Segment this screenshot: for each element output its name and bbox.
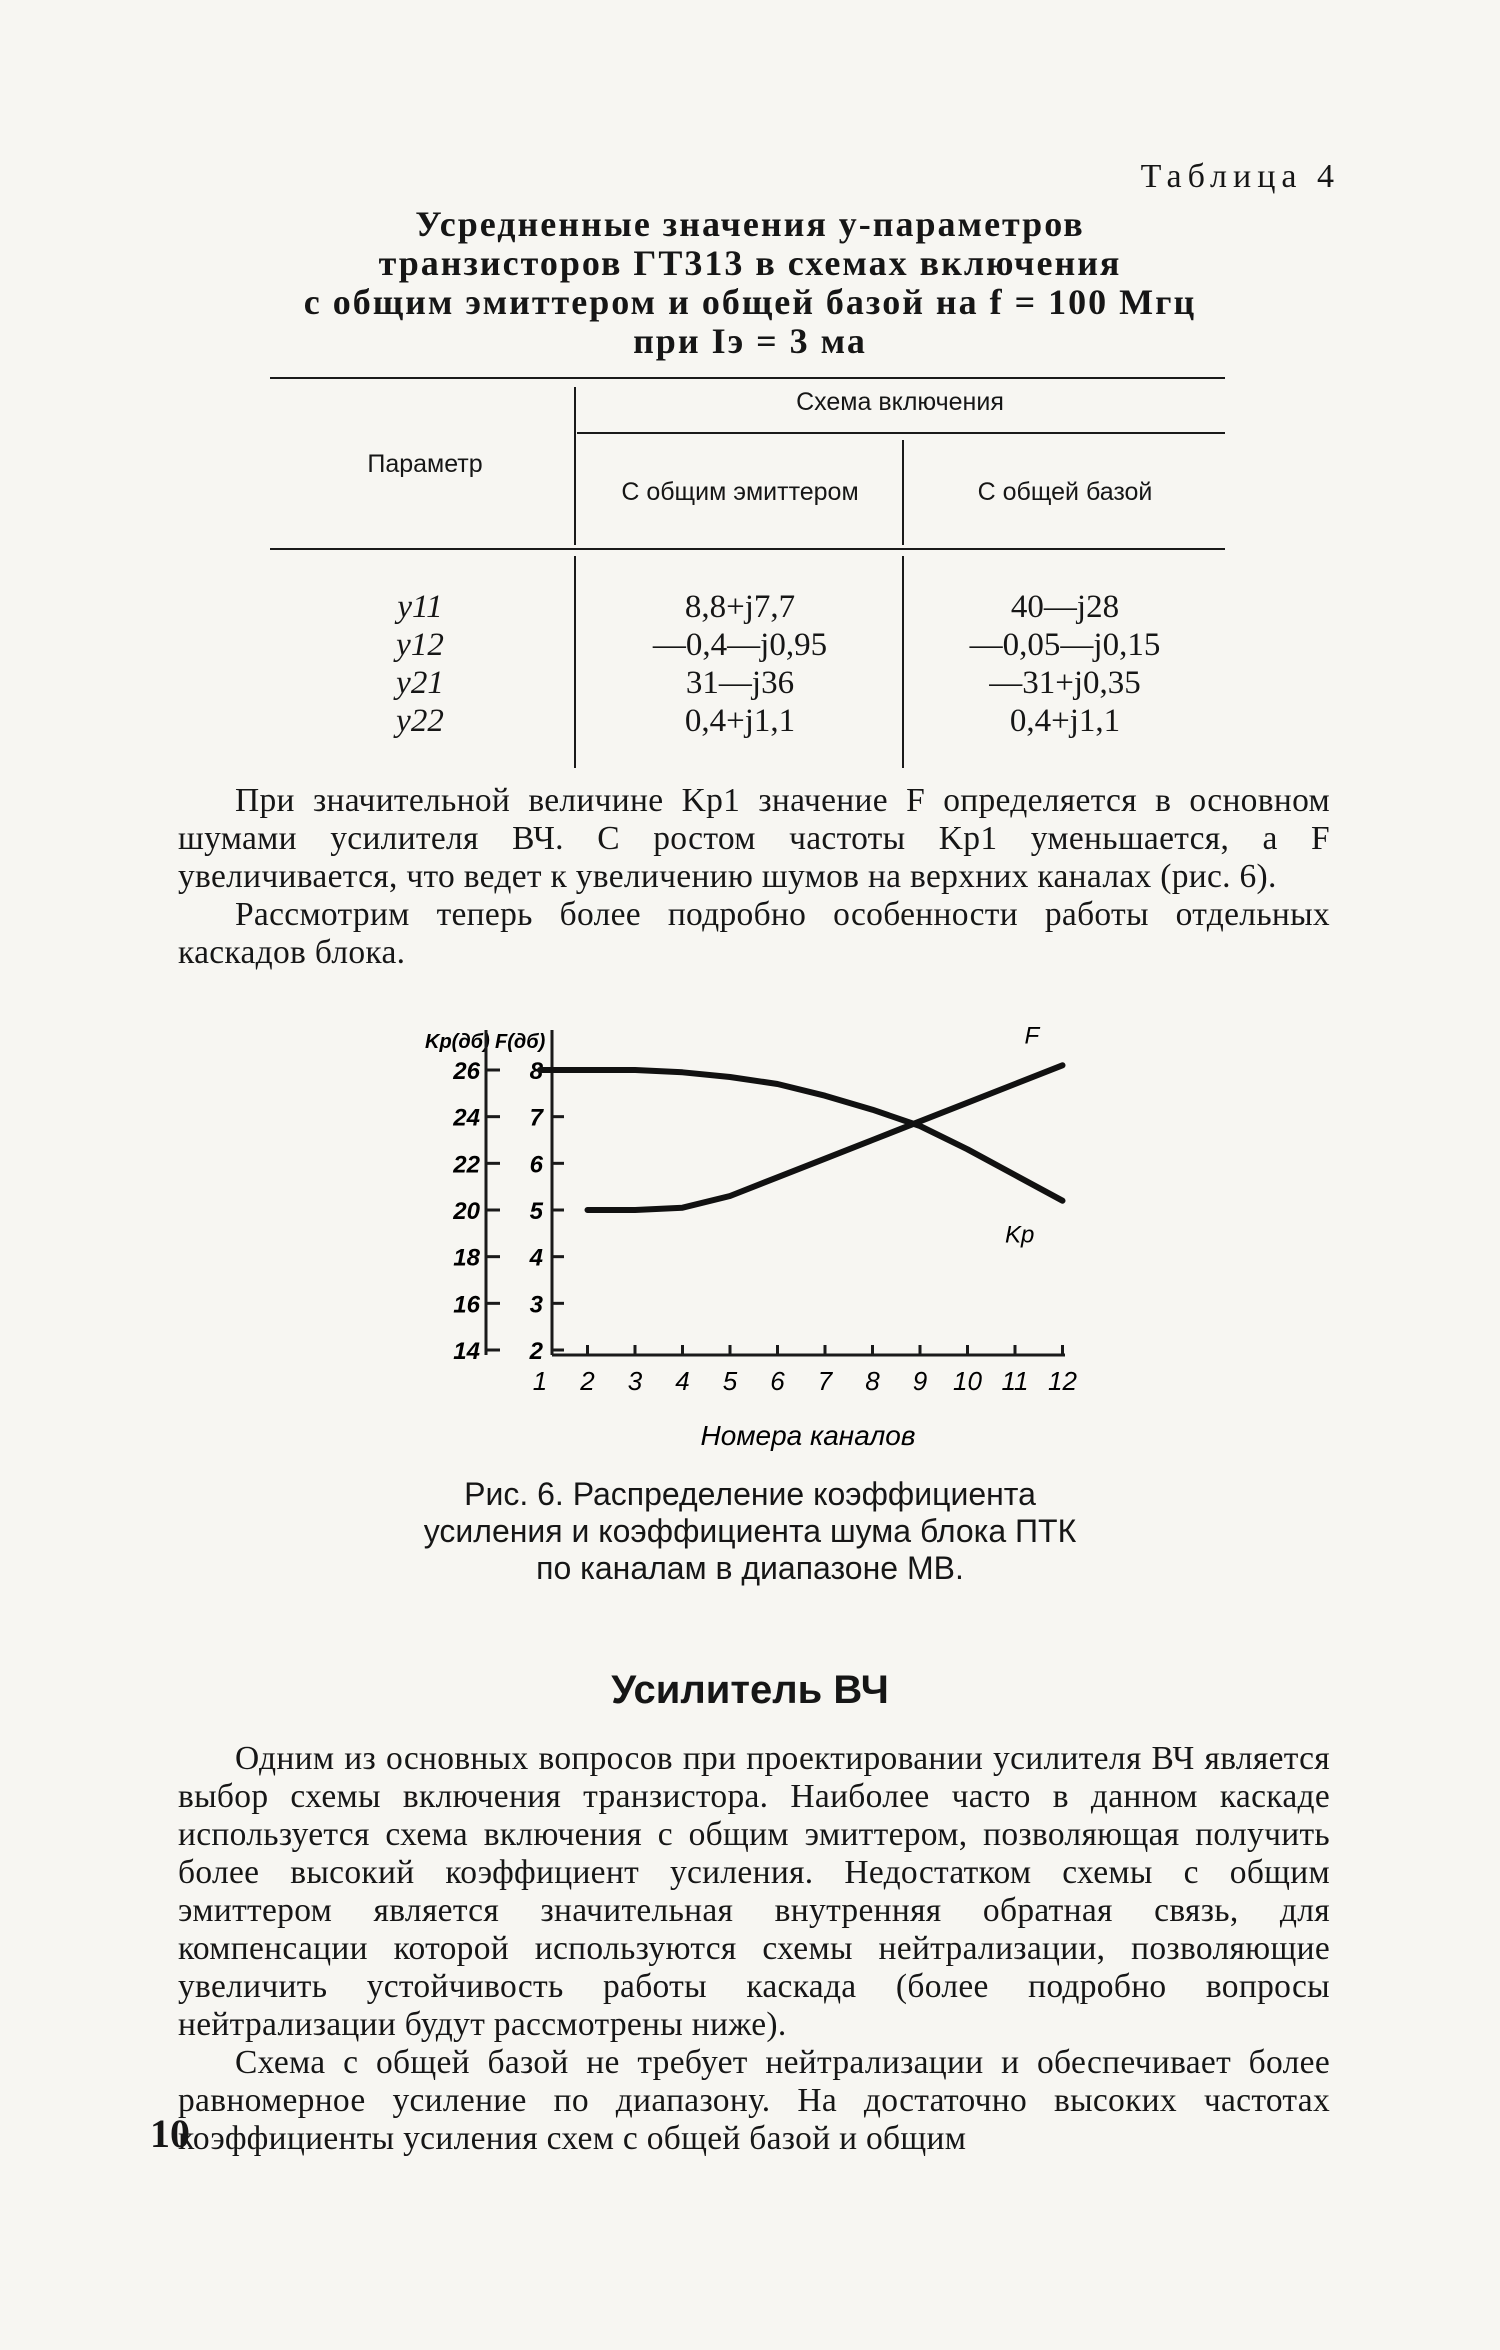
series-label-f: F (1024, 1022, 1040, 1050)
x-axis-tick-label: 11 (1001, 1366, 1029, 1396)
left-axis-tick-label: 14 (453, 1338, 480, 1365)
table-vline (574, 387, 576, 545)
table-vline (574, 556, 576, 768)
left-axis-label: Kр(дб) (425, 1031, 490, 1053)
x-axis-tick-label: 3 (627, 1366, 643, 1396)
table-cell: 8,8+j7,7 (684, 589, 796, 625)
left-axis-tick-label: 16 (453, 1291, 480, 1319)
param-column (350, 588, 490, 740)
paragraph: Схема с общей базой не требует нейтрализации и обеспечивает более равномерное усиление по диапазону. На достаточно высоких частотах коэффициенты усиления схем с общей базой и общим (178, 2044, 1330, 2157)
header-col2: С общей базой (977, 478, 1153, 506)
x-axis-tick-label: 7 (817, 1366, 833, 1396)
right-axis-tick-label: 8 (529, 1058, 543, 1085)
left-axis-tick-label: 18 (453, 1244, 480, 1272)
left-axis-tick-label: 20 (453, 1198, 480, 1225)
table-number: Таблица 4 (1140, 158, 1340, 195)
right-axis-tick-label: 4 (529, 1244, 543, 1272)
paragraph: Рассмотрим теперь более подробно особенности работы отдельных каскадов блока. (178, 896, 1330, 971)
body-text-bottom (178, 1740, 1330, 2158)
table-cell: 31—j36 (685, 665, 795, 701)
table-title-line: при Iэ = 3 ма (633, 321, 867, 361)
header-group: Схема включения (796, 388, 1004, 416)
table-cell: y11 (397, 589, 443, 625)
section-heading: Усилитель ВЧ (611, 1668, 889, 1712)
x-axis-tick-label: 5 (722, 1366, 738, 1396)
left-axis-tick-label: 22 (453, 1151, 480, 1179)
x-axis-tick-label: 4 (675, 1366, 690, 1396)
right-axis-tick-label: 2 (529, 1338, 543, 1365)
table-cell: 0,4+j1,1 (684, 703, 796, 739)
right-axis-tick-label: 5 (529, 1198, 543, 1225)
x-axis-tick-label: 10 (953, 1366, 982, 1396)
left-axis-tick-label: 24 (453, 1104, 480, 1132)
table-top-rule (270, 377, 1225, 379)
x-axis-tick-label: 1 (532, 1366, 548, 1396)
table-cell: y12 (396, 627, 444, 663)
table-title-line: с общим эмиттером и общей базой на f = 100 Мгц (303, 282, 1197, 322)
col2-values (906, 588, 1224, 740)
header-param: Параметр (367, 450, 483, 478)
x-axis-tick-label: 8 (865, 1366, 880, 1396)
right-axis-tick-label: 3 (529, 1291, 543, 1319)
table-title-line: Усредненные значения y-параметров (415, 204, 1085, 244)
paragraph: Одним из основных вопросов при проектировании усилителя ВЧ является выбор схемы включения транзистора. Наиболее часто в данном каскаде используется схема включения с общим эмиттером, позволяющая получить более высокий коэффициент усиления. Недостатком схемы с общим эмиттером является значительная внутренняя обратная связь, для компенсации которой используются схемы нейтрализации, позволяющие увеличить устойчивость работы каскада (более подробно вопросы нейтрализации будут рассмотрены ниже). (178, 1740, 1330, 2043)
table-title-line: транзисторов ГТ313 в схемах включения (378, 243, 1122, 283)
x-axis-tick-label: 2 (580, 1366, 595, 1396)
table-header-rule (270, 548, 1225, 550)
right-axis-tick-label: 7 (529, 1104, 543, 1132)
table-vline (902, 556, 904, 768)
table-group-rule (577, 432, 1225, 434)
table-cell: y22 (396, 703, 444, 739)
series-line-kp (540, 1070, 1063, 1201)
series-label-kp: Kр (1005, 1221, 1035, 1249)
paragraph: При значительной величине Kр1 значение F определяется в основном шумами усилителя ВЧ. С ростом частоты Kр1 уменьшается, а F увеличивается, что ведет к увеличению шумов на верхних каналах (рис. 6). (178, 782, 1330, 895)
right-axis-tick-label: 6 (529, 1151, 543, 1179)
table-cell: 0,4+j1,1 (1009, 703, 1121, 739)
left-axis-tick-label: 26 (453, 1058, 480, 1085)
x-axis-tick-label: 6 (770, 1366, 785, 1396)
x-axis-label: Номера каналов (700, 1420, 916, 1451)
body-text-top (178, 782, 1330, 972)
x-axis-tick-label: 12 (1048, 1366, 1077, 1396)
gain-noise-chart (400, 1010, 1100, 1470)
table-cell: 40—j28 (1010, 589, 1120, 625)
table-vline (902, 440, 904, 545)
col1-values (580, 588, 900, 740)
series-line-f (588, 1065, 1063, 1210)
figure-caption: Рис. 6. Распределение коэффициента усиления и коэффициента шума блока ПТК по каналам в диапазоне МВ. (423, 1476, 1077, 1586)
header-col1: С общим эмиттером (621, 478, 859, 506)
x-axis-tick-label: 9 (912, 1366, 928, 1396)
table-title (215, 205, 1285, 361)
page-number: 10 (150, 2111, 190, 2156)
right-axis-label: F(дб) (495, 1031, 546, 1053)
table-cell: y21 (396, 665, 444, 701)
table-cell: —0,05—j0,15 (969, 627, 1161, 663)
table-cell: —0,4—j0,95 (652, 627, 828, 663)
table-cell: —31+j0,35 (989, 665, 1141, 701)
